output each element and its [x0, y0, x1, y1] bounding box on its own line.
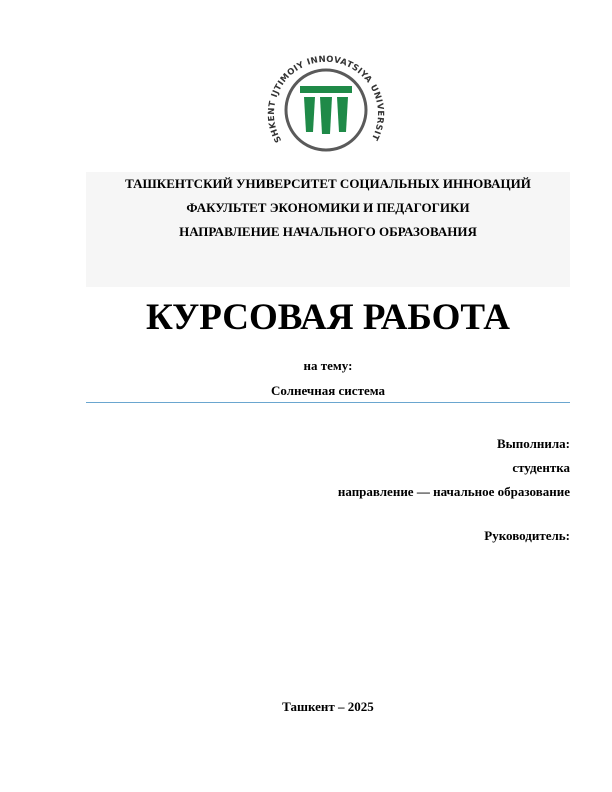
student-role: студентка: [512, 460, 570, 475]
university-name: ТАШКЕНТСКИЙ УНИВЕРСИТЕТ СОЦИАЛЬНЫХ ИННОВАЦИЙ: [125, 176, 531, 191]
logo-emblem: [300, 86, 352, 134]
university-seal-icon: [259, 48, 393, 172]
direction-name: НАПРАВЛЕНИЕ НАЧАЛЬНОГО ОБРАЗОВАНИЯ: [179, 224, 477, 239]
university-logo: [259, 48, 393, 172]
performed-by-label: Выполнила:: [496, 436, 570, 451]
faculty-name: ФАКУЛЬТЕТ ЭКОНОМИКИ И ПЕДАГОГИКИ: [186, 200, 470, 215]
supervisor-label: Руководитель:: [484, 528, 570, 543]
logo-circle-text: SHKENT IJTIMOIY INNOVATSIYA UNIVERSIT: [266, 54, 386, 145]
document-title: КУРСОВАЯ РАБОТА: [146, 297, 510, 338]
city-year: Ташкент – 2025: [282, 699, 374, 714]
topic-underline: [86, 402, 570, 403]
topic-value: Солнечная система: [270, 383, 385, 398]
topic-label: на тему:: [303, 358, 353, 373]
student-direction: направление — начальное образование: [337, 484, 570, 499]
